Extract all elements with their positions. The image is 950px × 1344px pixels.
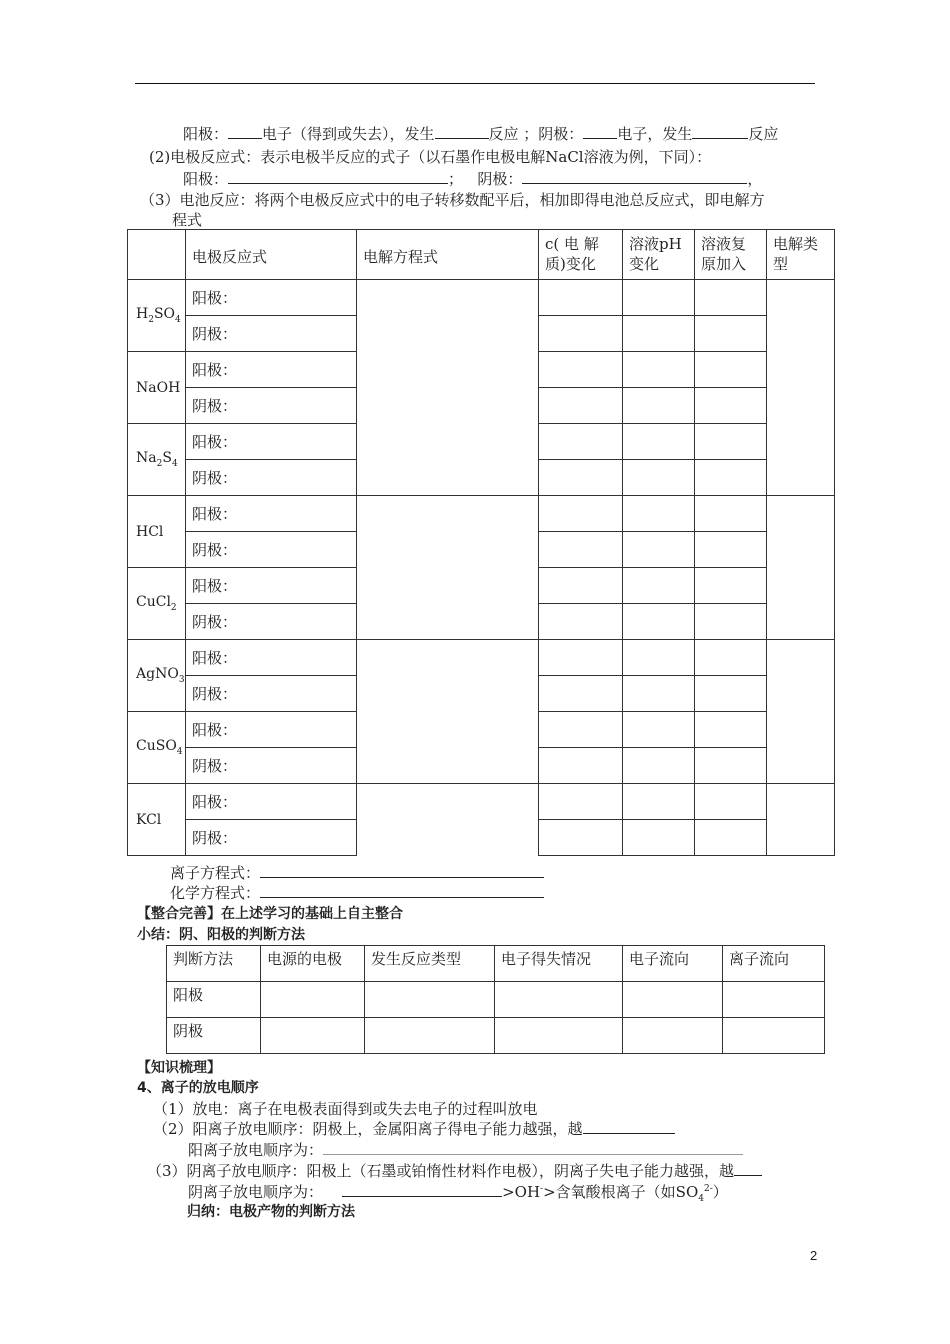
cell-reaction-def: （3）电池反应：将两个电极反应式中的电子转移数配平后，相加即得电池总反应式，即电解方 xyxy=(140,191,765,209)
blank[interactable] xyxy=(342,1182,502,1197)
equation-cell[interactable] xyxy=(357,640,539,784)
row-cathode: 阴极 xyxy=(167,1018,261,1054)
header-rule xyxy=(135,83,815,84)
cation-order-answer: 阳离子放电顺序为： xyxy=(188,1139,743,1160)
anode-cell[interactable]: 阳极： xyxy=(186,496,357,532)
cathode-cell[interactable]: 阴极： xyxy=(186,604,357,640)
blank[interactable] xyxy=(260,883,544,898)
type-cell[interactable] xyxy=(767,496,835,640)
blank[interactable] xyxy=(435,124,489,139)
discharge-def: （1）放电：离子在电极表面得到或失去电子的过程叫放电 xyxy=(153,1100,538,1118)
type-cell[interactable] xyxy=(767,784,835,856)
cathode-cell[interactable]: 阴极： xyxy=(186,388,357,424)
blank[interactable] xyxy=(583,124,617,139)
header-electrode-eq: 电极反应式 xyxy=(186,230,357,280)
compound-na2so4: $Na_2S_4$ xyxy=(128,424,186,496)
summary-heading: 小结：阴、阳极的判断方法 xyxy=(137,927,305,943)
integration-heading: 【整合完善】在上述学习的基础上自主整合 xyxy=(137,906,403,922)
compound-agno3: AgNO$_3$ xyxy=(128,640,186,712)
type-cell[interactable] xyxy=(767,280,835,496)
knowledge-heading: 【知识梳理】 xyxy=(137,1060,221,1076)
nacl-equations-line: 阳极： ； 阴极： ， xyxy=(183,170,763,188)
header-electrolysis-eq: 电解方程式 xyxy=(357,230,539,280)
cathode-cell[interactable]: 阴极： xyxy=(186,820,357,856)
equation-cell[interactable] xyxy=(357,496,539,640)
anode-cell[interactable]: 阳极： xyxy=(186,424,357,460)
cathode-cell[interactable]: 阴极： xyxy=(186,532,357,568)
header-type: 电解类 型 xyxy=(767,230,835,280)
compound-hcl: HCl xyxy=(128,496,186,568)
anion-order-answer: 阴离子放电顺序为： >OH->含氧酸根离子（如$SO_4^{2-}$） xyxy=(188,1183,728,1204)
blank[interactable] xyxy=(260,863,544,878)
anode-cell[interactable]: 阳极： xyxy=(186,640,357,676)
row-anode: 阳极 xyxy=(167,982,261,1018)
cathode-cell[interactable]: 阴极： xyxy=(186,676,357,712)
header-concentration: c( 电 解 质)变化 xyxy=(539,230,623,280)
header-method: 判断方法 xyxy=(167,946,261,982)
cation-order-line: （2）阳离子放电顺序：阴极上，金属阳离子得电子能力越强，越 xyxy=(153,1118,675,1139)
header-restore: 溶液复 原加入 xyxy=(695,230,767,280)
compound-cucl2: CuCl$_2$ xyxy=(128,568,186,640)
blank[interactable] xyxy=(228,124,262,139)
header-electron-flow: 电子流向 xyxy=(623,946,723,982)
anode-cell[interactable]: 阳极： xyxy=(186,280,357,316)
electrolysis-table xyxy=(127,229,835,856)
header-reaction-type: 发生反应类型 xyxy=(365,946,495,982)
header-electron-gain-loss: 电子得失情况 xyxy=(495,946,623,982)
cathode-cell[interactable]: 阴极： xyxy=(186,460,357,496)
header-ion-flow: 离子流向 xyxy=(723,946,825,982)
blank[interactable] xyxy=(692,124,748,139)
section4-heading: 4、离子的放电顺序 xyxy=(137,1080,259,1096)
anode-cell[interactable]: 阳极： xyxy=(186,712,357,748)
header-ph: 溶液pH 变化 xyxy=(623,230,695,280)
blank[interactable] xyxy=(228,169,448,184)
blank[interactable] xyxy=(583,1119,675,1134)
type-cell[interactable] xyxy=(767,640,835,784)
compound-kcl: KCl xyxy=(128,784,186,856)
anion-order-line: （3）阴离子放电顺序：阳极上（石墨或铂惰性材料作电极），阴离子失电子能力越强，越 xyxy=(147,1160,762,1181)
cathode-cell[interactable]: 阴极： xyxy=(186,748,357,784)
conclusion-heading: 归纳：电极产物的判断方法 xyxy=(187,1204,355,1220)
anode-cell[interactable]: 阳极： xyxy=(186,568,357,604)
compound-cuso4: CuSO$_4$ xyxy=(128,712,186,784)
page-number: 2 xyxy=(810,1248,818,1263)
electrode-equation-def: (2)电极反应式：表示电极半反应的式子（以石墨作电极电解NaCl溶液为例，下同）： xyxy=(149,148,712,166)
anode-cathode-line: 阳极： 电子（得到或失去），发生 反应 ；阴极： 电子，发生 反应 xyxy=(183,125,779,143)
equation-cell[interactable] xyxy=(357,784,539,856)
anode-cell[interactable]: 阳极： xyxy=(186,352,357,388)
anode-label: 阳极： xyxy=(183,125,229,143)
judgment-table xyxy=(166,945,825,1054)
equation-cell[interactable] xyxy=(357,280,539,496)
blank[interactable] xyxy=(522,169,747,184)
cathode-cell[interactable]: 阴极： xyxy=(186,316,357,352)
header-power-electrode: 电源的电极 xyxy=(261,946,365,982)
compound-h2so4: $H_2SO_4$ xyxy=(128,280,186,352)
compound-naoh: NaOH xyxy=(128,352,186,424)
chemical-equation-line: 化学方程式： xyxy=(170,882,544,903)
blank[interactable] xyxy=(323,1140,743,1155)
ionic-equation-line: 离子方程式： xyxy=(170,862,544,883)
cell-reaction-def-cont: 程式 xyxy=(172,211,203,229)
anode-cell[interactable]: 阳极： xyxy=(186,784,357,820)
blank[interactable] xyxy=(734,1161,762,1176)
